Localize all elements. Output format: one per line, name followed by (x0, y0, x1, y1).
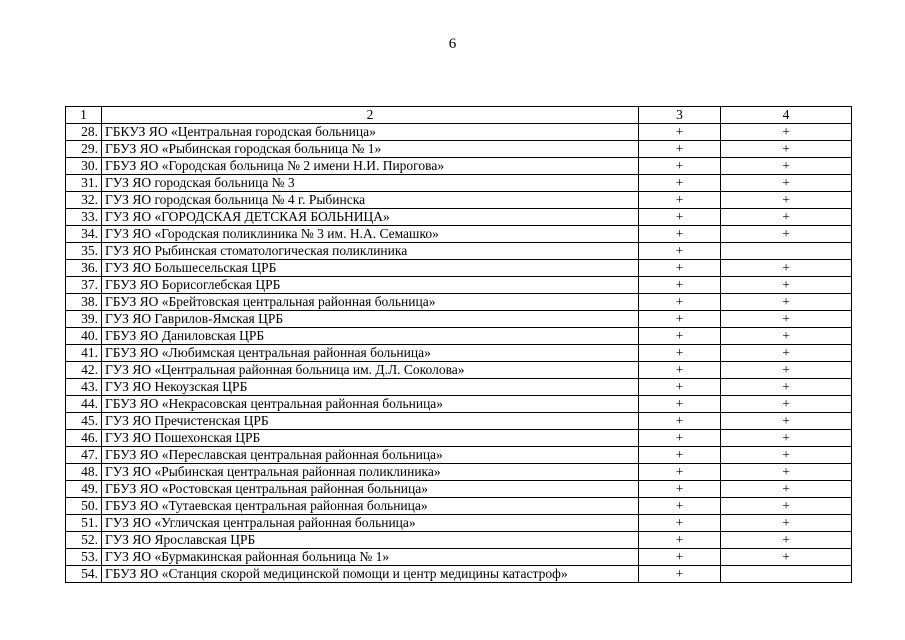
row-number-cell: 30. (66, 158, 102, 175)
institution-name-cell: ГУЗ ЯО Большесельская ЦРБ (102, 260, 639, 277)
row-number-cell: 41. (66, 345, 102, 362)
table-row (66, 532, 852, 549)
table-row (66, 379, 852, 396)
column-4-mark-cell: + (721, 277, 852, 294)
header-cell-4: 4 (721, 107, 852, 124)
column-3-mark-cell: + (639, 379, 721, 396)
institution-name-cell: ГУЗ ЯО «Городская поликлиника № 3 им. Н.А. Семашко» (102, 226, 639, 243)
table-row (66, 277, 852, 294)
institution-name-cell: ГУЗ ЯО Рыбинская стоматологическая поликлиника (102, 243, 639, 260)
column-4-mark-cell: + (721, 141, 852, 158)
table-row (66, 226, 852, 243)
row-number-cell: 54. (66, 566, 102, 583)
column-4-mark-cell: + (721, 396, 852, 413)
row-number-cell: 29. (66, 141, 102, 158)
column-3-mark-cell: + (639, 124, 721, 141)
table-row (66, 192, 852, 209)
institution-name-cell: ГБУЗ ЯО «Любимская центральная районная больница» (102, 345, 639, 362)
row-number-cell: 28. (66, 124, 102, 141)
institution-name-cell: ГУЗ ЯО «ГОРОДСКАЯ ДЕТСКАЯ БОЛЬНИЦА» (102, 209, 639, 226)
table-row (66, 447, 852, 464)
page-number: 6 (448, 36, 457, 52)
column-3-mark-cell: + (639, 430, 721, 447)
column-3-mark-cell: + (639, 226, 721, 243)
table-row (66, 175, 852, 192)
institution-name-cell: ГУЗ ЯО «Угличская центральная районная больница» (102, 515, 639, 532)
table-row (66, 345, 852, 362)
column-3-mark-cell: + (639, 345, 721, 362)
column-4-mark-cell: + (721, 294, 852, 311)
column-4-mark-cell: + (721, 328, 852, 345)
institution-name-cell: ГБУЗ ЯО «Тутаевская центральная районная больница» (102, 498, 639, 515)
institution-name-cell: ГУЗ ЯО «Бурмакинская районная больница № 1» (102, 549, 639, 566)
column-3-mark-cell: + (639, 566, 721, 583)
column-4-mark-cell (721, 243, 852, 260)
column-4-mark-cell: + (721, 192, 852, 209)
column-4-mark-cell: + (721, 515, 852, 532)
column-4-mark-cell: + (721, 124, 852, 141)
column-4-mark-cell: + (721, 481, 852, 498)
column-3-mark-cell: + (639, 362, 721, 379)
column-3-mark-cell: + (639, 294, 721, 311)
column-3-mark-cell: + (639, 464, 721, 481)
column-4-mark-cell: + (721, 362, 852, 379)
column-4-mark-cell: + (721, 175, 852, 192)
institution-name-cell: ГБУЗ ЯО «Переславская центральная районная больница» (102, 447, 639, 464)
row-number-cell: 44. (66, 396, 102, 413)
column-3-mark-cell: + (639, 328, 721, 345)
table-row (66, 430, 852, 447)
column-3-mark-cell: + (639, 515, 721, 532)
row-number-cell: 38. (66, 294, 102, 311)
institution-name-cell: ГУЗ ЯО Пречистенская ЦРБ (102, 413, 639, 430)
table-row (66, 141, 852, 158)
institution-name-cell: ГУЗ ЯО городская больница № 3 (102, 175, 639, 192)
row-number-cell: 32. (66, 192, 102, 209)
column-4-mark-cell: + (721, 498, 852, 515)
column-3-mark-cell: + (639, 532, 721, 549)
header-cell-1: 1 (66, 107, 102, 124)
table-row (66, 209, 852, 226)
institution-name-cell: ГБУЗ ЯО «Городская больница № 2 имени Н.И. Пирогова» (102, 158, 639, 175)
row-number-cell: 50. (66, 498, 102, 515)
column-4-mark-cell: + (721, 532, 852, 549)
table-row (66, 464, 852, 481)
table-row (66, 260, 852, 277)
institution-name-cell: ГБУЗ ЯО «Ростовская центральная районная больница» (102, 481, 639, 498)
institution-name-cell: ГУЗ ЯО «Рыбинская центральная районная поликлиника» (102, 464, 639, 481)
column-4-mark-cell: + (721, 447, 852, 464)
row-number-cell: 51. (66, 515, 102, 532)
institution-name-cell: ГУЗ ЯО Пошехонская ЦРБ (102, 430, 639, 447)
column-3-mark-cell: + (639, 498, 721, 515)
institution-name-cell: ГБУЗ ЯО Борисоглебская ЦРБ (102, 277, 639, 294)
table-row (66, 396, 852, 413)
column-4-mark-cell: + (721, 260, 852, 277)
column-3-mark-cell: + (639, 260, 721, 277)
column-4-mark-cell: + (721, 430, 852, 447)
row-number-cell: 33. (66, 209, 102, 226)
column-4-mark-cell: + (721, 226, 852, 243)
column-3-mark-cell: + (639, 413, 721, 430)
column-3-mark-cell: + (639, 447, 721, 464)
column-3-mark-cell: + (639, 158, 721, 175)
row-number-cell: 39. (66, 311, 102, 328)
institution-name-cell: ГУЗ ЯО Некоузская ЦРБ (102, 379, 639, 396)
column-4-mark-cell: + (721, 413, 852, 430)
institutions-table (65, 106, 852, 583)
column-3-mark-cell: + (639, 175, 721, 192)
column-3-mark-cell: + (639, 277, 721, 294)
institution-name-cell: ГБУЗ ЯО «Рыбинская городская больница № 1» (102, 141, 639, 158)
row-number-cell: 34. (66, 226, 102, 243)
column-3-mark-cell: + (639, 311, 721, 328)
table-row (66, 549, 852, 566)
column-4-mark-cell: + (721, 379, 852, 396)
column-4-mark-cell: + (721, 464, 852, 481)
column-3-mark-cell: + (639, 396, 721, 413)
column-4-mark-cell: + (721, 209, 852, 226)
table-row (66, 413, 852, 430)
column-3-mark-cell: + (639, 481, 721, 498)
row-number-cell: 35. (66, 243, 102, 260)
column-4-mark-cell: + (721, 158, 852, 175)
column-3-mark-cell: + (639, 192, 721, 209)
row-number-cell: 40. (66, 328, 102, 345)
row-number-cell: 45. (66, 413, 102, 430)
column-4-mark-cell (721, 566, 852, 583)
table-row (66, 158, 852, 175)
header-cell-3: 3 (639, 107, 721, 124)
row-number-cell: 43. (66, 379, 102, 396)
row-number-cell: 46. (66, 430, 102, 447)
column-3-mark-cell: + (639, 243, 721, 260)
table-row (66, 362, 852, 379)
column-3-mark-cell: + (639, 141, 721, 158)
header-cell-2: 2 (102, 107, 639, 124)
table-row (66, 124, 852, 141)
column-3-mark-cell: + (639, 209, 721, 226)
institution-name-cell: ГБУЗ ЯО «Станция скорой медицинской помощи и центр медицины катастроф» (102, 566, 639, 583)
table-row (66, 243, 852, 260)
table-row (66, 481, 852, 498)
row-number-cell: 42. (66, 362, 102, 379)
institution-name-cell: ГУЗ ЯО городская больница № 4 г. Рыбинска (102, 192, 639, 209)
table-row (66, 311, 852, 328)
table-row (66, 566, 852, 583)
column-3-mark-cell: + (639, 549, 721, 566)
institution-name-cell: ГБКУЗ ЯО «Центральная городская больница» (102, 124, 639, 141)
table-row (66, 294, 852, 311)
institution-name-cell: ГУЗ ЯО Ярославская ЦРБ (102, 532, 639, 549)
row-number-cell: 47. (66, 447, 102, 464)
column-4-mark-cell: + (721, 345, 852, 362)
row-number-cell: 37. (66, 277, 102, 294)
row-number-cell: 36. (66, 260, 102, 277)
row-number-cell: 53. (66, 549, 102, 566)
table-body (66, 107, 852, 583)
institution-name-cell: ГБУЗ ЯО «Некрасовская центральная районная больница» (102, 396, 639, 413)
table-row (66, 498, 852, 515)
row-number-cell: 48. (66, 464, 102, 481)
institution-name-cell: ГУЗ ЯО «Центральная районная больница им. Д.Л. Соколова» (102, 362, 639, 379)
row-number-cell: 31. (66, 175, 102, 192)
table-row (66, 328, 852, 345)
institution-name-cell: ГБУЗ ЯО Даниловская ЦРБ (102, 328, 639, 345)
table-row (66, 515, 852, 532)
table-header-row (66, 107, 852, 124)
column-4-mark-cell: + (721, 549, 852, 566)
row-number-cell: 52. (66, 532, 102, 549)
institution-name-cell: ГУЗ ЯО Гаврилов-Ямская ЦРБ (102, 311, 639, 328)
column-4-mark-cell: + (721, 311, 852, 328)
row-number-cell: 49. (66, 481, 102, 498)
institution-name-cell: ГБУЗ ЯО «Брейтовская центральная районная больница» (102, 294, 639, 311)
